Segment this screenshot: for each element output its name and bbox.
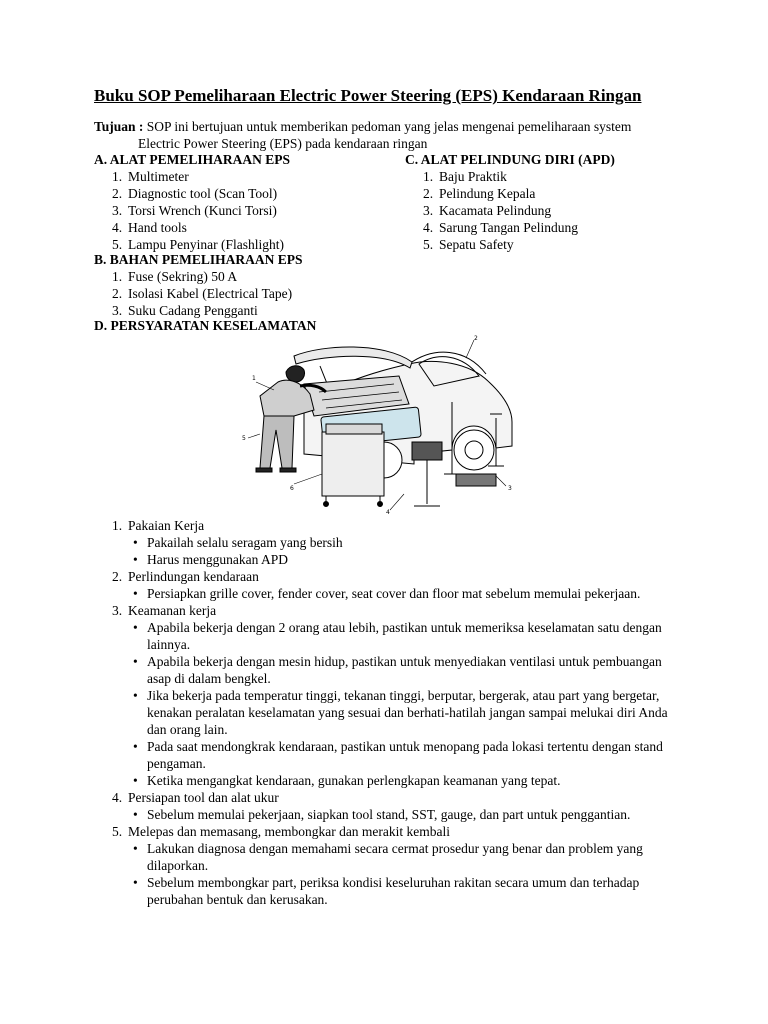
list-item: 1. Pakaian Kerja [112, 518, 205, 533]
floor-jack [456, 474, 496, 486]
ppe-list [405, 168, 615, 253]
cart-legs [326, 496, 380, 502]
bullet-item: • Jika bekerja pada temperatur tinggi, tekanan tinggi, berputar, bergerak, atau part yang bergetar, kenakan peralatan keselamatan yang sesuai dan berhati-hatilah jangan sampai melukai diri Anda dan orang lain. [133, 688, 668, 737]
bullet-item: • Apabila bekerja dengan 2 orang atau lebih, pastikan untuk memeriksa keselamatan satu dengan lainnya. [133, 620, 662, 652]
cart-wheel [324, 502, 329, 507]
list-item: 2. Perlindungan kendaraan [112, 569, 259, 584]
bullet-item: • Sebelum memulai pekerjaan, siapkan tool stand, SST, gauge, dan part untuk penggantian. [133, 807, 631, 822]
purpose-paragraph [94, 118, 694, 152]
safety-illustration [234, 334, 524, 516]
rule-title: Persiapan tool dan alat ukur [128, 790, 279, 805]
bullet-list [94, 619, 684, 789]
bullet-item: • Persiapkan grille cover, fender cover, seat cover dan floor mat sebelum memulai pekerjaan. [133, 586, 641, 601]
list-item: 3. Kacamata Pelindung [423, 203, 552, 218]
rule-title: Perlindungan kendaraan [128, 569, 259, 584]
rule-title: Keamanan kerja [128, 603, 217, 618]
section-safety-requirements [94, 317, 316, 334]
bullet-item: • Pakailah selalu seragam yang bersih [133, 535, 343, 550]
bullet-item: • Harus menggunakan APD [133, 552, 288, 567]
figure-label: 5 [242, 435, 246, 442]
document-title: Buku SOP Pemeliharaan Electric Power Steering (EPS) Kendaraan Ringan [94, 86, 642, 105]
material-list [94, 268, 303, 319]
rule-title: Pakaian Kerja [128, 518, 205, 533]
bullet-list [94, 806, 684, 823]
list-item: 1. Fuse (Sekring) 50 A [112, 269, 238, 284]
list-item: 3. Suku Cadang Pengganti [112, 303, 258, 318]
list-item: 5. Sepatu Safety [423, 237, 514, 252]
bullet-list [94, 840, 684, 908]
list-item: 2. Diagnostic tool (Scan Tool) [112, 186, 278, 201]
section-heading: A. ALAT PEMELIHARAAN EPS [94, 152, 291, 167]
bullet-item: • Apabila bekerja dengan mesin hidup, pastikan untuk menyediakan ventilasi untuk pembuangan asap di dalam bengkel. [133, 654, 662, 686]
list-item: 4. Persiapan tool dan alat ukur [112, 790, 279, 805]
list-item: 2. Pelindung Kepala [423, 186, 536, 201]
figure-label: 1 [252, 375, 256, 382]
section-maintenance-tools [94, 151, 290, 253]
list-item: 5. Lampu Penyinar (Flashlight) [112, 237, 284, 252]
rear-wheel [454, 430, 494, 470]
tool-cart [322, 432, 384, 496]
section-ppe [405, 151, 615, 253]
figure-label: 6 [290, 485, 294, 492]
purpose-text-line-1: SOP ini bertujuan untuk memberikan pedoman yang jelas mengenai pemeliharaan system [146, 119, 632, 134]
bullet-item: • Ketika mengangkat kendaraan, gunakan perlengkapan keamanan yang tepat. [133, 773, 561, 788]
bullet-list [94, 585, 684, 602]
figure-label: 2 [474, 335, 478, 342]
section-maintenance-materials [94, 251, 303, 319]
list-item: 3. Torsi Wrench (Kunci Torsi) [112, 203, 277, 218]
list-item: 1. Baju Praktik [423, 169, 507, 184]
tool-cart-top [326, 424, 382, 434]
worker-head [286, 366, 305, 382]
cart-wheel [378, 502, 383, 507]
purpose-label: Tujuan : [94, 119, 144, 134]
bullet-item: • Pada saat mendongkrak kendaraan, pastikan untuk menopang pada lokasi tertentu dengan stand pengaman. [133, 739, 663, 771]
hood-open [294, 347, 412, 368]
list-item: 3. Keamanan kerja [112, 603, 217, 618]
worker-legs [260, 416, 294, 468]
list-item: 1. Multimeter [112, 169, 189, 184]
list-item: 5. Melepas dan memasang, membongkar dan merakit kembali [112, 824, 451, 839]
section-heading: B. BAHAN PEMELIHARAAN EPS [94, 252, 303, 267]
purpose-text-line-2: Electric Power Steering (EPS) pada kendaraan ringan [138, 136, 428, 151]
tool-list [94, 168, 290, 253]
lamp-stand [414, 460, 440, 506]
work-lamp [412, 442, 442, 460]
bullet-list [94, 534, 684, 568]
worker-shoes [256, 468, 296, 472]
bullet-item: • Sebelum membongkar part, periksa kondisi keseluruhan rakitan secara umum dan terhadap perubahan bentuk dan kerusakan. [133, 875, 640, 907]
list-item: 2. Isolasi Kabel (Electrical Tape) [112, 286, 293, 301]
rule-title: Melepas dan memasang, membongkar dan merakit kembali [128, 824, 451, 839]
bullet-item: • Lakukan diagnosa dengan memahami secara cermat prosedur yang benar dan problem yang dilaporkan. [133, 841, 643, 873]
list-item: 4. Sarung Tangan Pelindung [423, 220, 579, 235]
figure-label: 3 [508, 485, 512, 492]
safety-rules-list [94, 517, 684, 908]
figure-label: 4 [386, 509, 390, 516]
section-heading: C. ALAT PELINDUNG DIRI (APD) [405, 152, 615, 167]
list-item: 4. Hand tools [112, 220, 187, 235]
section-heading: D. PERSYARATAN KESELAMATAN [94, 318, 317, 333]
